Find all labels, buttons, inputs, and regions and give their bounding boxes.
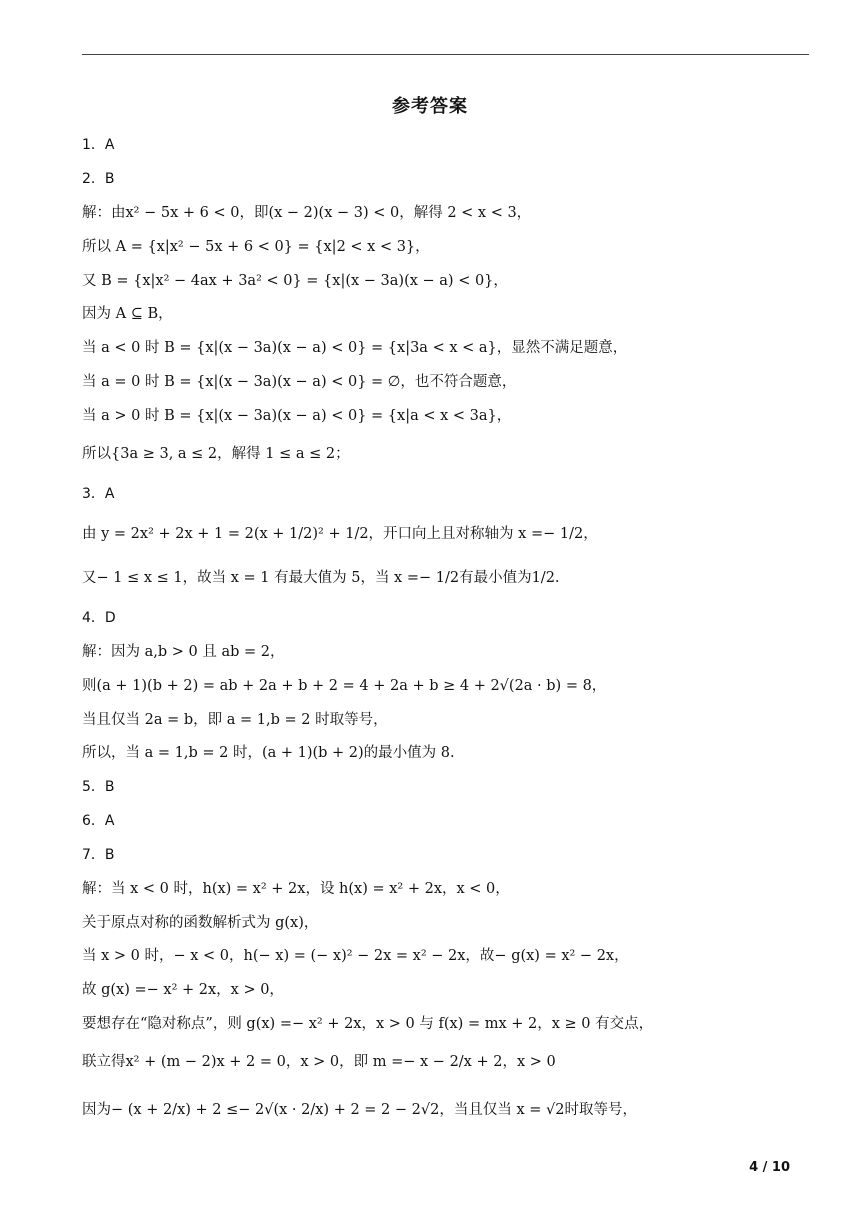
answer-1: 1．A [82,137,115,153]
solution-line: 当 a = 0 时 B = {x|(x − 3a)(x − a) < 0} = ∅，也不符合题意， [82,374,517,390]
solution-line: 要想存在“隐对称点”，则 g(x) =− x² + 2x，x > 0 与 f(x) = mx + 2，x ≥ 0 有交点， [82,1016,654,1032]
solution-line: 由 y = 2x² + 2x + 1 = 2(x + 1/2)² + 1/2，开口向上且对称轴为 x =− 1/2， [82,526,598,542]
solution-line: 因为− (x + 2/x) + 2 ≤− 2√(x · 2/x) + 2 = 2 − 2√2，当且仅当 x = √2时取等号， [82,1102,637,1118]
solution-line: 所以{3a ≥ 3, a ≤ 2，解得 1 ≤ a ≤ 2； [82,446,350,462]
answer-7: 7．B [82,847,115,863]
solution-line: 所以 A = {x|x² − 5x + 6 < 0} = {x|2 < x < 3}， [82,239,430,255]
answer-4: 4．D [82,610,116,626]
solution-line: 解：因为 a,b > 0 且 ab = 2， [82,644,285,660]
solution-line: 所以，当 a = 1,b = 2 时，(a + 1)(b + 2)的最小值为 8. [82,745,455,761]
solution-line: 联立得x² + (m − 2)x + 2 = 0，x > 0，即 m =− x − 2/x + 2，x > 0 [82,1054,556,1070]
answer-2: 2．B [82,171,115,187]
solution-line: 当 a < 0 时 B = {x|(x − 3a)(x − a) < 0} = {x|3a < x < a}，显然不满足题意， [82,340,628,356]
header-rule [82,54,809,55]
solution-line: 故 g(x) =− x² + 2x，x > 0， [82,982,284,998]
solution-line: 则(a + 1)(b + 2) = ab + 2a + b + 2 = 4 + 2a + b ≥ 4 + 2√(2a · b) = 8， [82,678,607,694]
solution-line: 因为 A ⊆ B， [82,306,173,322]
answer-5: 5．B [82,779,115,795]
solution-line: 关于原点对称的函数解析式为 g(x)， [82,915,319,931]
solution-line: 当 x > 0 时，− x < 0，h(− x) = (− x)² − 2x = x² − 2x，故− g(x) = x² − 2x， [82,948,629,964]
solution-line: 解：当 x < 0 时，h(x) = x² + 2x，设 h(x) = x² + 2x，x < 0， [82,881,510,897]
solution-line: 又 B = {x|x² − 4ax + 3a² < 0} = {x|(x − 3a)(x − a) < 0}， [82,273,508,289]
solution-line: 又− 1 ≤ x ≤ 1，故当 x = 1 有最大值为 5，当 x =− 1/2有最小值为1/2. [82,570,560,586]
answer-3: 3．A [82,486,115,502]
answer-6: 6．A [82,813,115,829]
page-number: 4 / 10 [749,1160,790,1175]
solution-line: 解：由x² − 5x + 6 < 0，即(x − 2)(x − 3) < 0，解得 2 < x < 3， [82,205,532,221]
page-title: 参考答案 [392,96,468,117]
solution-line: 当且仅当 2a = b，即 a = 1,b = 2 时取等号， [82,712,388,728]
solution-line: 当 a > 0 时 B = {x|(x − 3a)(x − a) < 0} = {x|a < x < 3a}， [82,408,512,424]
